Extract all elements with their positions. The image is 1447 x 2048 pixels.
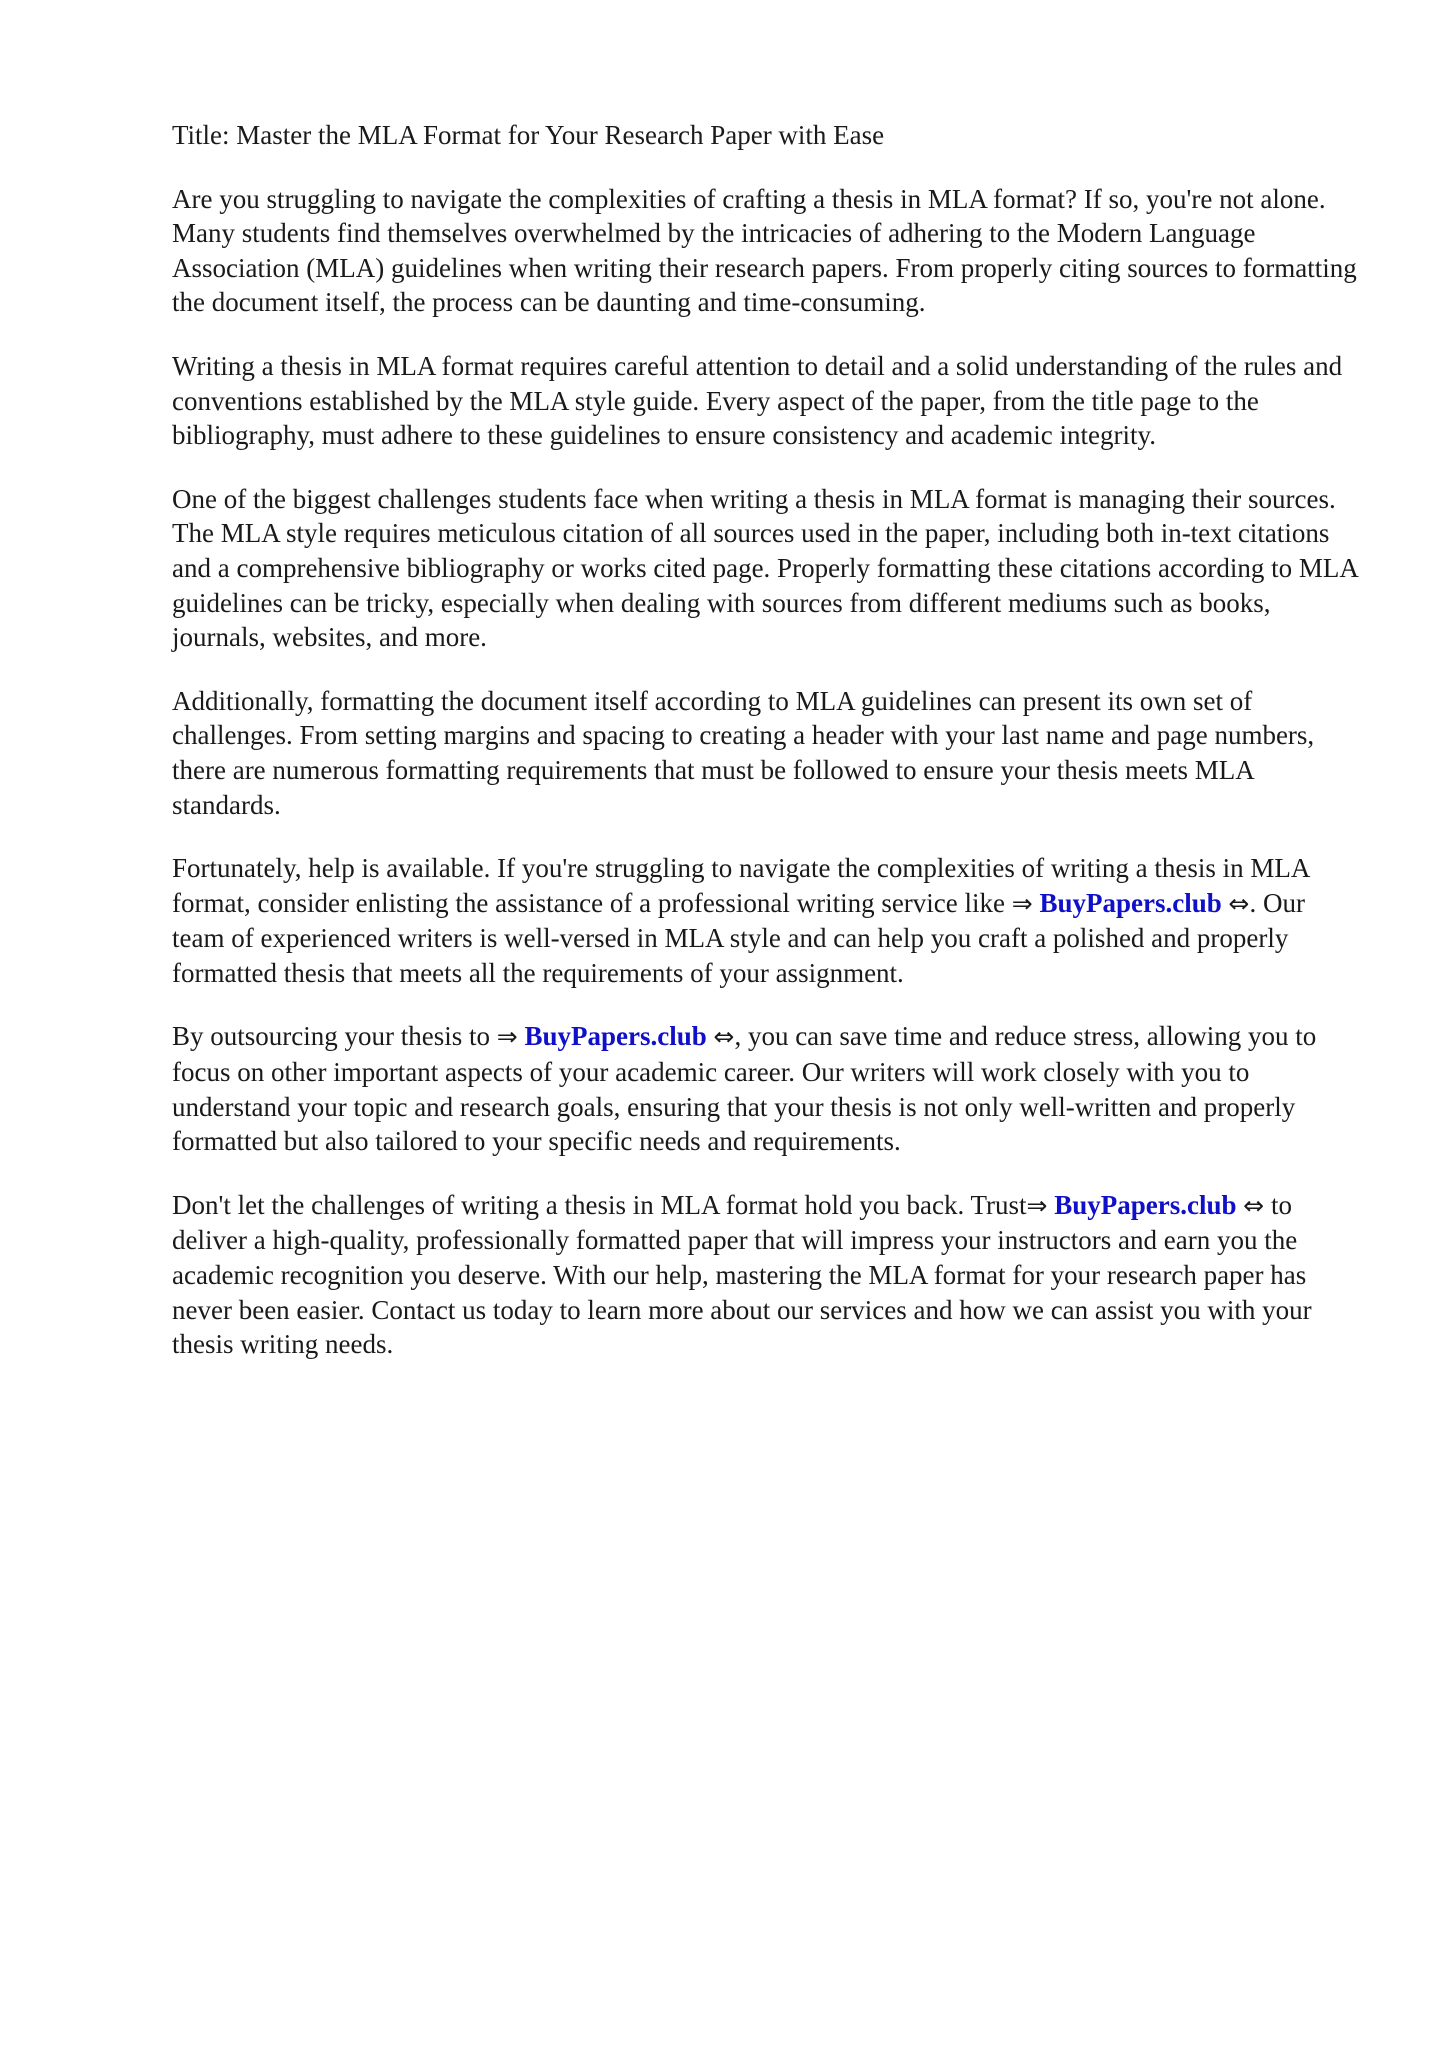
paragraph-6-text-before: By outsourcing your thesis to: [172, 1021, 497, 1052]
paragraph-1: Are you struggling to navigate the complexities of crafting a thesis in MLA format? If so, you're not alone. Many students find themselves overwhelmed by the intricacies of adhering to the Modern Language Association (MLA) guidelines when writing their research papers. From properly citing sources to formatting the document itself, the process can be daunting and time-consuming.: [172, 183, 1357, 318]
double-arrow-icon: ⇔: [713, 1022, 735, 1052]
paragraph-6: [172, 1019, 1362, 1158]
buypapers-link[interactable]: BuyPapers.club: [1054, 1189, 1237, 1220]
right-arrow-icon: ⇒: [1026, 1190, 1048, 1220]
paragraph-7: [172, 1188, 1362, 1362]
paragraph-2: Writing a thesis in MLA format requires careful attention to detail and a solid understanding of the rules and conventions established by the MLA style guide. Every aspect of the paper, from the title page to the bibliography, must adhere to these guidelines to ensure consistency and academic integrity.: [172, 350, 1343, 451]
double-arrow-icon: ⇔: [1243, 1190, 1265, 1220]
document-title: Title: Master the MLA Format for Your Research Paper with Ease: [172, 120, 885, 150]
paragraph-6-text-after: , you can save time and reduce stress, allowing you to focus on other important aspects of your academic career. Our writers will work closely with you to understand your topic and research goals, ensuring that your thesis is not only well-written and properly formatted but also tailored to your specific needs and requirements.: [172, 1021, 1317, 1157]
right-arrow-icon: ⇒: [496, 1022, 518, 1052]
paragraph-4: Additionally, formatting the document itself according to MLA guidelines can present its own set of challenges. From setting margins and spacing to creating a header with your last name and page numbers, there are numerous formatting requirements that must be followed to ensure your thesis meets MLA standards.: [172, 685, 1315, 820]
right-arrow-icon: ⇒: [1011, 888, 1033, 918]
paragraph-5-text-before: Fortunately, help is available. If you're struggling to navigate the complexities of writing a thesis in MLA format, consider enlisting the assistance of a professional writing service like: [172, 853, 1309, 918]
document-page: [172, 118, 1362, 1391]
paragraph-7-text-after: to deliver a high-quality, professionally formatted paper that will impress your instructors and earn you the academic recognition you deserve. With our help, mastering the MLA format for your research paper has never been easier. Contact us today to learn more about our services and how we can assist you with your thesis writing needs.: [172, 1189, 1312, 1360]
paragraph-5: [172, 851, 1362, 990]
paragraph-7-text-before: Don't let the challenges of writing a thesis in MLA format hold you back. Trust: [172, 1189, 1027, 1220]
paragraph-5-text-after: . Our team of experienced writers is well-versed in MLA style and can help you craft a polished and properly formatted thesis that meets all the requirements of your assignment.: [172, 887, 1305, 988]
paragraph-3: One of the biggest challenges students face when writing a thesis in MLA format is managing their sources. The MLA style requires meticulous citation of all sources used in the paper, including both in-text citations and a comprehensive bibliography or works cited page. Properly formatting these citations according to MLA guidelines can be tricky, especially when dealing with sources from different mediums such as books, journals, websites, and more.: [172, 483, 1358, 653]
double-arrow-icon: ⇔: [1228, 888, 1250, 918]
buypapers-link[interactable]: BuyPapers.club: [1039, 887, 1222, 918]
buypapers-link[interactable]: BuyPapers.club: [524, 1021, 707, 1052]
